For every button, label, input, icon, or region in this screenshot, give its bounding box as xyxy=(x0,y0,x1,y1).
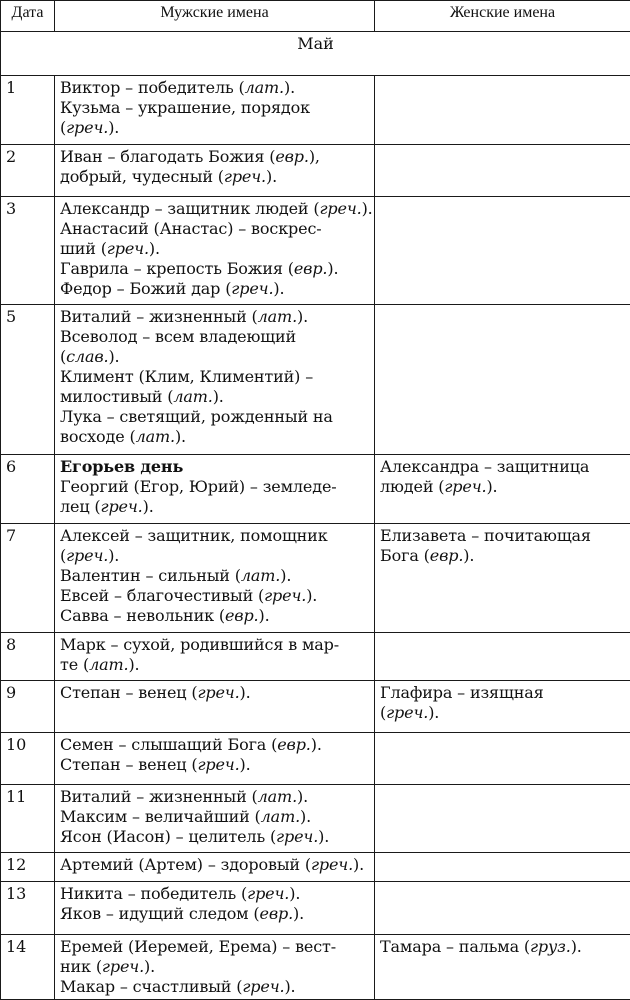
table-header-row xyxy=(1,1,630,32)
name-entry-line: Марк – сухой, родившийся в мар- xyxy=(60,635,340,654)
name-entry-line: Елизавета – почитающая xyxy=(380,526,591,545)
feast-day-title: Егорьев день xyxy=(60,457,184,476)
name-entry-line: Александр – защитник людей (греч.). xyxy=(60,199,373,218)
name-entry-line: восходе (лат.). xyxy=(60,427,186,446)
male-names-cell xyxy=(55,935,375,1000)
female-names-cell xyxy=(375,853,630,882)
name-entry-line: Никита – победитель (греч.). xyxy=(60,884,301,903)
name-entry-line: Артемий (Артем) – здоровый (греч.). xyxy=(60,855,365,874)
name-entry-line: Георгий (Егор, Юрий) – земледе- xyxy=(60,477,337,496)
female-names-cell xyxy=(375,935,630,1000)
table-row xyxy=(1,882,630,935)
date-cell: 12 xyxy=(1,853,55,882)
name-entry-line: милостивый (лат.). xyxy=(60,387,224,406)
male-names-cell xyxy=(55,882,375,935)
male-names-cell xyxy=(55,455,375,524)
name-entry-line: (слав.). xyxy=(60,347,120,366)
month-row xyxy=(1,32,630,76)
table-row xyxy=(1,145,630,197)
name-entry-line: Иван – благодать Божия (евр.), xyxy=(60,147,320,166)
origin-abbreviation: греч. xyxy=(231,279,274,298)
date-cell: 7 xyxy=(1,524,55,633)
female-names-cell xyxy=(375,455,630,524)
name-entry-line: Ясон (Иасон) – целитель (греч.). xyxy=(60,827,330,846)
female-names-cell xyxy=(375,76,630,145)
table-row xyxy=(1,197,630,305)
origin-abbreviation: евр. xyxy=(293,259,328,278)
table-row xyxy=(1,733,630,785)
origin-abbreviation: евр. xyxy=(275,147,309,166)
date-cell: 8 xyxy=(1,633,55,681)
origin-abbreviation: евр. xyxy=(224,606,259,625)
table-row xyxy=(1,935,630,1000)
column-header-date: Дата xyxy=(1,1,55,32)
origin-abbreviation: греч. xyxy=(319,199,362,218)
origin-abbreviation: греч. xyxy=(247,884,290,903)
name-entry-line: Глафира – изящная xyxy=(380,683,544,702)
origin-abbreviation: греч. xyxy=(106,239,149,258)
name-entry-line: людей (греч.). xyxy=(380,477,498,496)
name-entry-line: Алексей – защитник, помощник xyxy=(60,526,328,545)
origin-abbreviation: лат. xyxy=(135,427,175,446)
date-cell: 11 xyxy=(1,785,55,853)
column-header-female: Женские имена xyxy=(375,1,630,32)
table-row xyxy=(1,76,630,145)
name-entry-line: Виталий – жизненный (лат.). xyxy=(60,787,309,806)
origin-abbreviation: лат. xyxy=(240,566,281,585)
origin-abbreviation: греч. xyxy=(386,703,429,722)
origin-abbreviation: греч. xyxy=(100,497,143,516)
date-cell: 2 xyxy=(1,145,55,197)
name-entry-line: Евсей – благочестивый (греч.). xyxy=(60,586,318,605)
name-entry-line: Степан – венец (греч.). xyxy=(60,755,251,774)
origin-abbreviation: евр. xyxy=(277,735,311,754)
origin-abbreviation: греч. xyxy=(197,683,240,702)
male-names-cell xyxy=(55,76,375,145)
origin-abbreviation: лат. xyxy=(173,387,213,406)
origin-abbreviation: греч. xyxy=(66,546,109,565)
male-names-cell xyxy=(55,305,375,455)
column-header-male: Мужские имена xyxy=(55,1,375,32)
female-names-cell xyxy=(375,733,630,785)
name-entry-line: Гаврила – крепость Божия (евр.). xyxy=(60,259,339,278)
male-names-cell xyxy=(55,524,375,633)
origin-abbreviation: лат. xyxy=(260,807,301,826)
name-entry-line: Лука – светящий, рожденный на xyxy=(60,407,333,426)
female-names-cell xyxy=(375,305,630,455)
origin-abbreviation: греч. xyxy=(444,477,487,496)
name-entry-line: Степан – венец (греч.). xyxy=(60,683,251,702)
female-names-cell xyxy=(375,785,630,853)
name-entry-line: Еремей (Иеремей, Ерема) – вест- xyxy=(60,937,337,956)
origin-abbreviation: греч. xyxy=(101,957,145,976)
name-entry-line: Тамара – пальма (груз.). xyxy=(380,937,582,956)
name-entry-line: (греч.). xyxy=(380,703,440,722)
name-entry-line: Бога (евр.). xyxy=(380,546,475,565)
date-cell: 13 xyxy=(1,882,55,935)
origin-abbreviation: греч. xyxy=(197,755,240,774)
table-row xyxy=(1,785,630,853)
name-entry-line: лец (греч.). xyxy=(60,497,154,516)
origin-abbreviation: греч. xyxy=(242,977,285,996)
male-names-cell xyxy=(55,853,375,882)
name-entry-line: (греч.). xyxy=(60,118,120,137)
male-names-cell xyxy=(55,633,375,681)
origin-abbreviation: греч. xyxy=(276,827,319,846)
name-entry-line: Семен – слышащий Бога (евр.). xyxy=(60,735,322,754)
origin-abbreviation: слав. xyxy=(66,347,109,366)
date-cell: 10 xyxy=(1,733,55,785)
month-title: Май xyxy=(1,32,630,76)
date-cell: 1 xyxy=(1,76,55,145)
male-names-cell xyxy=(55,197,375,305)
name-entry-line: Виктор – победитель (лат.). xyxy=(60,78,296,97)
name-entry-line: Федор – Божий дар (греч.). xyxy=(60,279,285,298)
name-entry-line: те (лат.). xyxy=(60,655,140,674)
name-entry-line: (греч.). xyxy=(60,546,120,565)
male-names-cell xyxy=(55,785,375,853)
male-names-cell xyxy=(55,681,375,733)
female-names-cell xyxy=(375,197,630,305)
female-names-cell xyxy=(375,882,630,935)
origin-abbreviation: лат. xyxy=(244,78,284,97)
date-cell: 14 xyxy=(1,935,55,1000)
table-row xyxy=(1,853,630,882)
female-names-cell xyxy=(375,681,630,733)
name-entry-line: добрый, чудесный (греч.). xyxy=(60,167,278,186)
name-entry-line: Анастасий (Анастас) – воскрес- xyxy=(60,219,322,238)
name-entry-line: ник (греч.). xyxy=(60,957,156,976)
name-entry-line: Савва – невольник (евр.). xyxy=(60,606,270,625)
name-entry-line: Валентин – сильный (лат.). xyxy=(60,566,292,585)
name-entry-line: Всеволод – всем владеющий xyxy=(60,327,297,346)
table-row xyxy=(1,455,630,524)
date-cell: 5 xyxy=(1,305,55,455)
origin-abbreviation: греч. xyxy=(264,586,307,605)
male-names-cell xyxy=(55,145,375,197)
origin-abbreviation: лат. xyxy=(257,307,298,326)
name-entry-line: Александра – защитница xyxy=(380,457,590,476)
table-row xyxy=(1,524,630,633)
table-row xyxy=(1,633,630,681)
name-entry-line: Виталий – жизненный (лат.). xyxy=(60,307,309,326)
name-entry-line: Яков – идущий следом (евр.). xyxy=(60,904,305,923)
name-entry-line: Кузьма – украшение, порядок xyxy=(60,98,310,117)
origin-abbreviation: греч. xyxy=(310,855,354,874)
origin-abbreviation: лат. xyxy=(89,655,129,674)
male-names-cell xyxy=(55,733,375,785)
table-row xyxy=(1,681,630,733)
origin-abbreviation: лат. xyxy=(257,787,298,806)
name-entry-line: ший (греч.). xyxy=(60,239,160,258)
name-entry-line: Климент (Клим, Климентий) – xyxy=(60,367,314,386)
name-entry-line: Макар – счастливый (греч.). xyxy=(60,977,296,996)
female-names-cell xyxy=(375,633,630,681)
name-entry-line: Максим – величайший (лат.). xyxy=(60,807,312,826)
origin-abbreviation: евр. xyxy=(429,546,464,565)
origin-abbreviation: греч. xyxy=(223,167,266,186)
origin-abbreviation: евр. xyxy=(259,904,294,923)
date-cell: 6 xyxy=(1,455,55,524)
origin-abbreviation: груз. xyxy=(530,937,571,956)
date-cell: 9 xyxy=(1,681,55,733)
female-names-cell xyxy=(375,524,630,633)
table-row xyxy=(1,305,630,455)
origin-abbreviation: греч. xyxy=(66,118,109,137)
table-body xyxy=(1,32,630,1000)
date-cell: 3 xyxy=(1,197,55,305)
female-names-cell xyxy=(375,145,630,197)
